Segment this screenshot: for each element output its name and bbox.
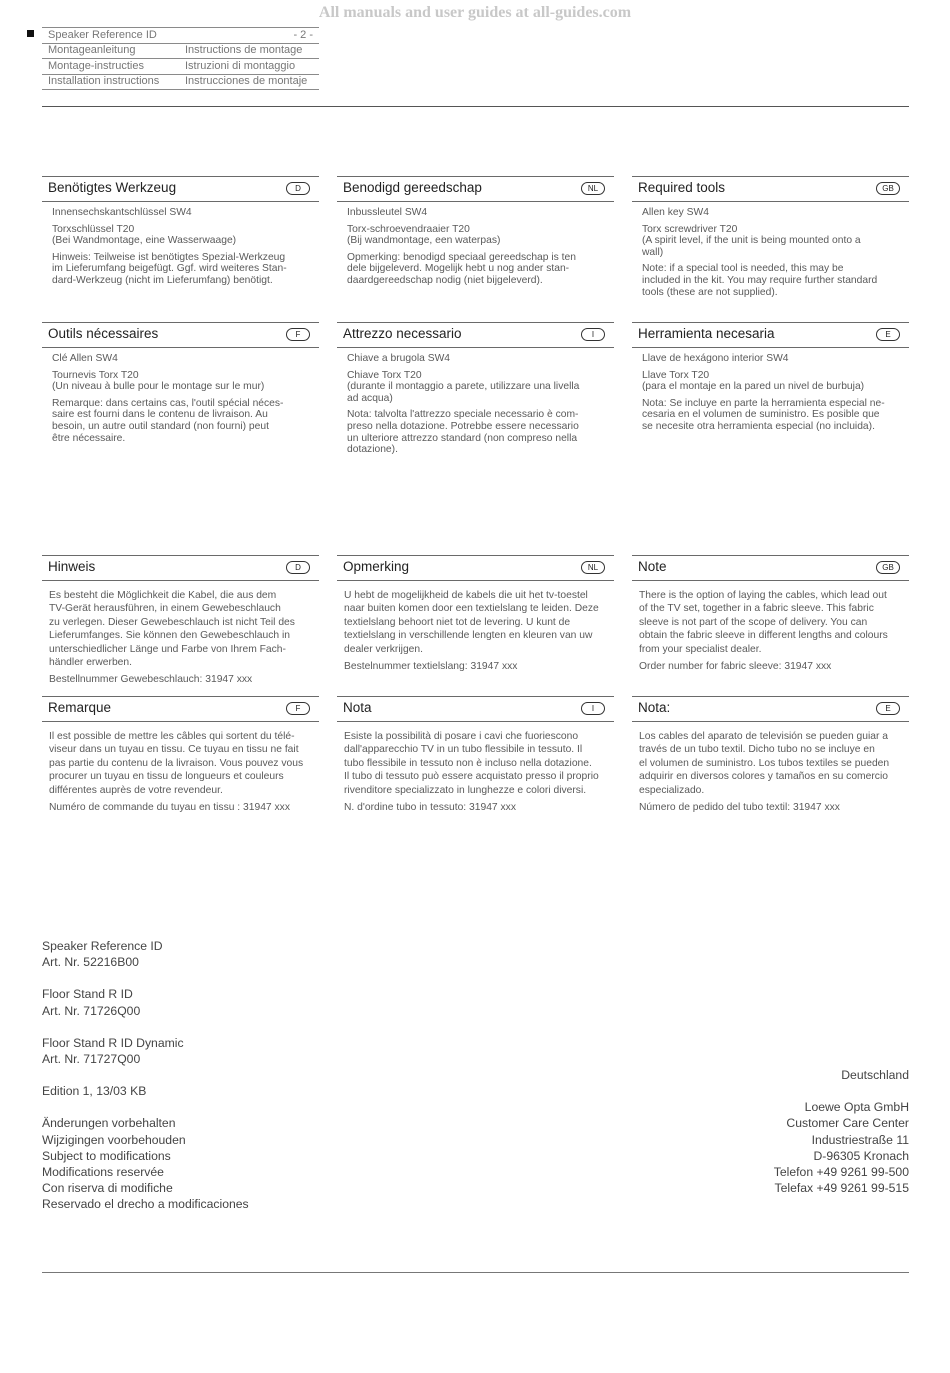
section-text: Chiave Torx T20 (durante il montaggio a parete, utilizzare una livella ad acqua): [347, 369, 580, 404]
language-badge: NL: [581, 182, 605, 195]
section-text: Esiste la possibilità di posare i cavi che fuoriescono dall'apparecchio TV in un tubo flessibile in tessuto. Il tubo flessibile in tessuto non è incluso nella dotazione. Il tubo di tessuto può essere acquistato presso il proprio rivenditore specializzato in lunghezze e colori diversi.: [344, 731, 599, 796]
language-badge: F: [286, 702, 310, 715]
edition: Edition 1, 13/03 KB: [42, 1084, 147, 1099]
header-label: Instrucciones de montaje: [185, 75, 308, 87]
header-title: Speaker Reference ID: [48, 29, 157, 41]
note-section-it: [337, 696, 614, 818]
language-badge: GB: [876, 182, 900, 195]
page-number: - 2 -: [293, 29, 313, 41]
tools-section-fr: [42, 322, 319, 449]
order-number: Bestelnummer textielslang: 31947 xxx: [344, 661, 518, 673]
section-text: Llave de hexágono interior SW4: [642, 353, 789, 364]
section-title: Opmerking: [343, 559, 410, 574]
section-text: Torx screwdriver T20 (A spirit level, if the unit is being mounted onto a wall): [642, 223, 861, 258]
watermark: All manuals and user guides at all-guides.com: [318, 4, 632, 21]
company-name: Loewe Opta GmbH: [804, 1100, 909, 1115]
product-info: [42, 938, 249, 1213]
section-title: Nota: [343, 700, 372, 715]
section-text: Es besteht die Möglichkeit die Kabel, die aus dem TV-Gerät herausführen, in einem Gewebeschlauch zu verlegen. Dieser Gewebeschlauch ist nicht Teil des Lieferumfanges. Sie können den Gewebeschlauch in unterschiedlicher Länge und Farbe von Ihrem Fach- händler erwerben.: [49, 590, 295, 669]
order-number: Numéro de commande du tuyau en tissu : 31947 xxx: [49, 802, 290, 814]
section-text: Torx-schroevendraaier T20 (Bij wandmontage, een waterpas): [347, 223, 501, 247]
section-text: Hinweis: Teilweise ist benötigtes Spezial-Werkzeug im Lieferumfang beigefügt. Ggf. wird weiteres Stan- dard-Werkzeug (nicht im Lieferumfang) benötigt.: [52, 251, 287, 286]
note-section-fr: [42, 696, 319, 818]
note-section-gb: [632, 555, 909, 677]
header-label: Montage-instructies: [48, 60, 144, 72]
product-floor-stand: Floor Stand R ID Art. Nr. 71726Q00: [42, 987, 141, 1018]
section-text: Remarque: dans certains cas, l'outil spécial néces- saire est fourni dans le contenu de livraison. Au besoin, un autre outil standard (non fourni) peut être nécessaire.: [52, 397, 284, 444]
order-number: Order number for fabric sleeve: 31947 xxx: [639, 661, 832, 673]
header-label: Montageanleitung: [48, 44, 136, 56]
section-text: Tournevis Torx T20 (Un niveau à bulle pour le montage sur le mur): [52, 369, 265, 393]
section-text: Allen key SW4: [642, 207, 709, 218]
note-section-nl: [337, 555, 614, 677]
section-text: Llave Torx T20 (para el montaje en la pared un nivel de burbuja): [642, 369, 865, 393]
section-title: Note: [638, 559, 667, 574]
section-text: Nota: Se incluye en parte la herramienta especial ne- cesaria en el volumen de suministro. Es posible que se necesite otra herramienta especial (no incluida).: [642, 397, 885, 432]
header-bullet: [27, 30, 34, 37]
department: Customer Care Center: [786, 1116, 909, 1131]
language-badge: D: [286, 561, 310, 574]
section-title: Benodigd gereedschap: [343, 180, 482, 195]
section-text: There is the option of laying the cables, which lead out of the TV set, together in a fabric sleeve. This fabric sleeve is not part of the scope of delivery. You can obtain the fabric sleeve in different lengths and colours from your specialist dealer.: [639, 590, 888, 655]
language-badge: F: [286, 328, 310, 341]
top-divider: [42, 106, 909, 107]
city: D-96305 Kronach: [813, 1148, 909, 1163]
product-speaker: Speaker Reference ID Art. Nr. 52216B00: [42, 939, 163, 970]
section-text: Chiave a brugola SW4: [347, 353, 451, 364]
contact-address: [774, 1067, 909, 1196]
section-text: Inbussleutel SW4: [347, 207, 428, 218]
section-text: Innensechskantschlüssel SW4: [52, 207, 192, 218]
tools-section-gb: [632, 176, 909, 303]
header-label: Installation instructions: [48, 75, 160, 87]
section-title: Attrezzo necessario: [343, 326, 462, 341]
section-text: Nota: talvolta l'attrezzo speciale necessario è com- preso nella dotazione. Potrebbe essere necessario un ulteriore attrezzo standard (non compreso nella dotazione).: [347, 409, 579, 456]
section-title: Hinweis: [48, 559, 96, 574]
header-row: [42, 43, 319, 59]
tools-section-es: [632, 322, 909, 438]
header-row: [42, 74, 319, 90]
order-number: Bestellnummer Gewebeschlauch: 31947 xxx: [49, 674, 253, 686]
header-row: [42, 27, 319, 44]
section-text: Note: if a special tool is needed, this may be included in the kit. You may require further standard tools (these are not supplied).: [642, 263, 878, 298]
bottom-divider: [42, 1272, 909, 1273]
tools-section-nl: [337, 176, 614, 292]
language-badge: NL: [581, 561, 605, 574]
fax: Telefax +49 9261 99-515: [774, 1181, 909, 1196]
header-label: Istruzioni di montaggio: [185, 60, 296, 72]
section-title: Outils nécessaires: [48, 326, 159, 341]
language-badge: D: [286, 182, 310, 195]
section-title: Herramienta necesaria: [638, 326, 775, 341]
section-text: Clé Allen SW4: [52, 353, 118, 364]
order-number: N. d'ordine tubo in tessuto: 31947 xxx: [344, 802, 516, 814]
language-badge: E: [876, 328, 900, 341]
section-title: Remarque: [48, 700, 112, 715]
section-title: Nota:: [638, 700, 671, 715]
section-text: Los cables del aparato de televisión se pueden guiar a través de un tubo textil. Dicho tubo no se incluye en el volumen de suministro. Los tubos textiles se pueden adquirir en diversos colores y tamaños en su comercio especializado.: [639, 731, 890, 796]
section-text: U hebt de mogelijkheid de kabels die uit het tv-toestel naar buiten komen door een textielslang te leiden. Deze textielslang behoort niet tot de levering. U kunt de textielslang in verschillende lengten en kleuren van uw dealer verkrijgen.: [344, 590, 599, 655]
note-section-de: [42, 555, 319, 691]
section-text: Il est possible de mettre les câbles qui sortent du télé- viseur dans un tuyau en tissu. Ce tuyau en tissu ne fait pas partie du contenu de la livraison. Vous pouvez vous procurer un tuyau en tissu de longueurs et couleurs différentes auprès de votre revendeur.: [49, 731, 304, 796]
street: Industriestraße 11: [811, 1132, 909, 1147]
section-text: Torxschlüssel T20 (Bei Wandmontage, eine Wasserwaage): [52, 223, 237, 247]
country: Deutschland: [841, 1068, 909, 1082]
note-section-es: [632, 696, 909, 818]
header-row: [42, 59, 319, 75]
product-floor-stand-dynamic: Floor Stand R ID Dynamic Art. Nr. 71727Q00: [42, 1035, 184, 1067]
language-badge: GB: [876, 561, 900, 574]
tools-section-it: [337, 322, 614, 461]
header-label: Instructions de montage: [185, 44, 303, 56]
order-number: Número de pedido del tubo textil: 31947 xxx: [639, 802, 840, 814]
section-title: Benötigtes Werkzeug: [48, 180, 177, 195]
phone: Telefon +49 9261 99-500: [773, 1165, 909, 1180]
section-text: Opmerking: benodigd speciaal gereedschap is ten dele bijgeleverd. Mogelijk hebt u nog ander stan- daardgereedschap nodig (niet bijgeleverd).: [347, 251, 576, 286]
language-badge: I: [581, 328, 605, 341]
tools-section-de: [42, 176, 319, 292]
section-title: Required tools: [638, 180, 726, 195]
modification-notice: Änderungen vorbehalten Wijzigingen voorbehouden Subject to modifications Modifications reservée Con riserva di modifiche Reservado el drecho a modificaciones: [42, 1116, 249, 1212]
language-badge: E: [876, 702, 900, 715]
language-badge: I: [581, 702, 605, 715]
